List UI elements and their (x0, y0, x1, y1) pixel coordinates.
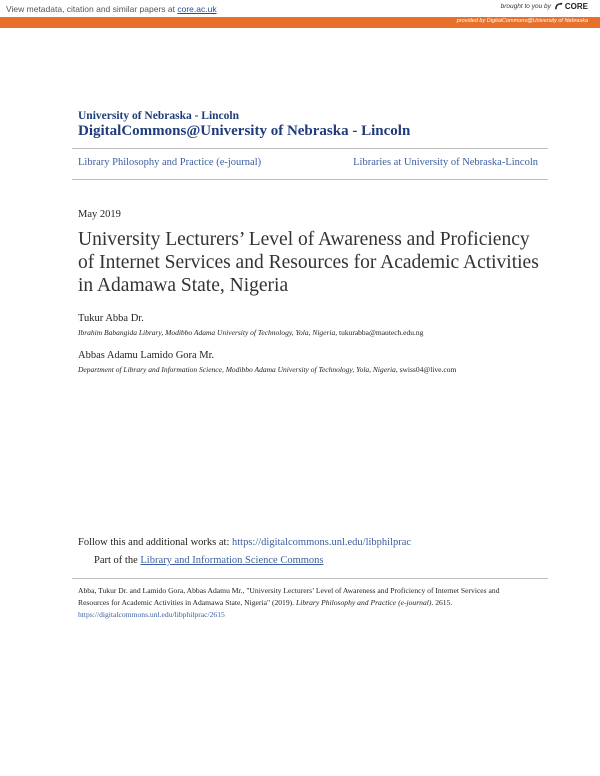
core-brought-by (501, 2, 588, 11)
citation-text: Abba, Tukur Dr. and Lamido Gora, Abbas Adamu Mr., "University Lecturers’ Level of Awareness and Proficiency of Internet Services and Resources for Academic Activities in Adamawa State, Nigeria" (2019). (78, 586, 500, 607)
brought-to-you-text: brought to you by (500, 3, 551, 10)
author-2-name[interactable]: Abbas Adamu Lamido Gora Mr. (78, 350, 215, 361)
commons-link[interactable]: Library and Information Science Commons (140, 555, 324, 566)
journal-link[interactable]: Library Philosophy and Practice (e-journal) (78, 157, 262, 168)
citation-journal: Library Philosophy and Practice (e-journal) (295, 598, 432, 607)
follow-text: Follow this and additional works at: (78, 537, 232, 548)
header-divider-bottom (72, 179, 548, 180)
core-logo-text: CORE (564, 2, 588, 11)
author-1-email: tukurabba@mautech.edu.ng (338, 328, 424, 337)
part-of-line (94, 555, 324, 566)
author-1-affiliation (78, 328, 423, 337)
citation-divider (72, 578, 548, 579)
author-2-affiliation-text: Department of Library and Information Science, Modibbo Adama University of Technology, Yola, Nigeria, (78, 365, 400, 374)
publication-date: May 2019 (78, 209, 121, 220)
core-metadata-link (6, 4, 217, 14)
follow-line (78, 537, 411, 548)
provided-by-text: provided by DigitalCommons@University of Nebraska (456, 18, 588, 24)
repository-name[interactable]: DigitalCommons@University of Nebraska - Lincoln (78, 123, 411, 139)
core-link-prefix: View metadata, citation and similar papers at (6, 4, 178, 14)
core-ac-uk-link[interactable]: core.ac.uk (177, 4, 217, 14)
core-logo-icon (554, 2, 563, 11)
author-1-name[interactable]: Tukur Abba Dr. (78, 313, 144, 324)
citation-url-link[interactable]: https://digitalcommons.unl.edu/libphilprac/2615 (78, 610, 225, 619)
follow-url-link[interactable]: https://digitalcommons.unl.edu/libphilprac (232, 537, 412, 548)
libraries-link[interactable]: Libraries at University of Nebraska-Lincoln (353, 157, 538, 168)
core-banner (0, 0, 600, 28)
university-name[interactable]: University of Nebraska - Lincoln (78, 110, 239, 122)
core-logo[interactable] (554, 2, 588, 11)
header-divider-top (72, 148, 548, 149)
recommended-citation (78, 585, 523, 621)
author-1-affiliation-text: Ibrahim Babangida Library, Modibbo Adama University of Technology, Yola, Nigeria, (78, 328, 339, 337)
citation-number: . 2615. (431, 598, 453, 607)
paper-title: University Lecturers’ Level of Awareness and Proficiency of Internet Services and Resources for Academic Activities in Adamawa State, Nigeria (78, 229, 539, 296)
author-2-email: swiss04@live.com (399, 365, 457, 374)
part-of-prefix: Part of the (94, 555, 141, 566)
author-2-affiliation (78, 365, 456, 374)
